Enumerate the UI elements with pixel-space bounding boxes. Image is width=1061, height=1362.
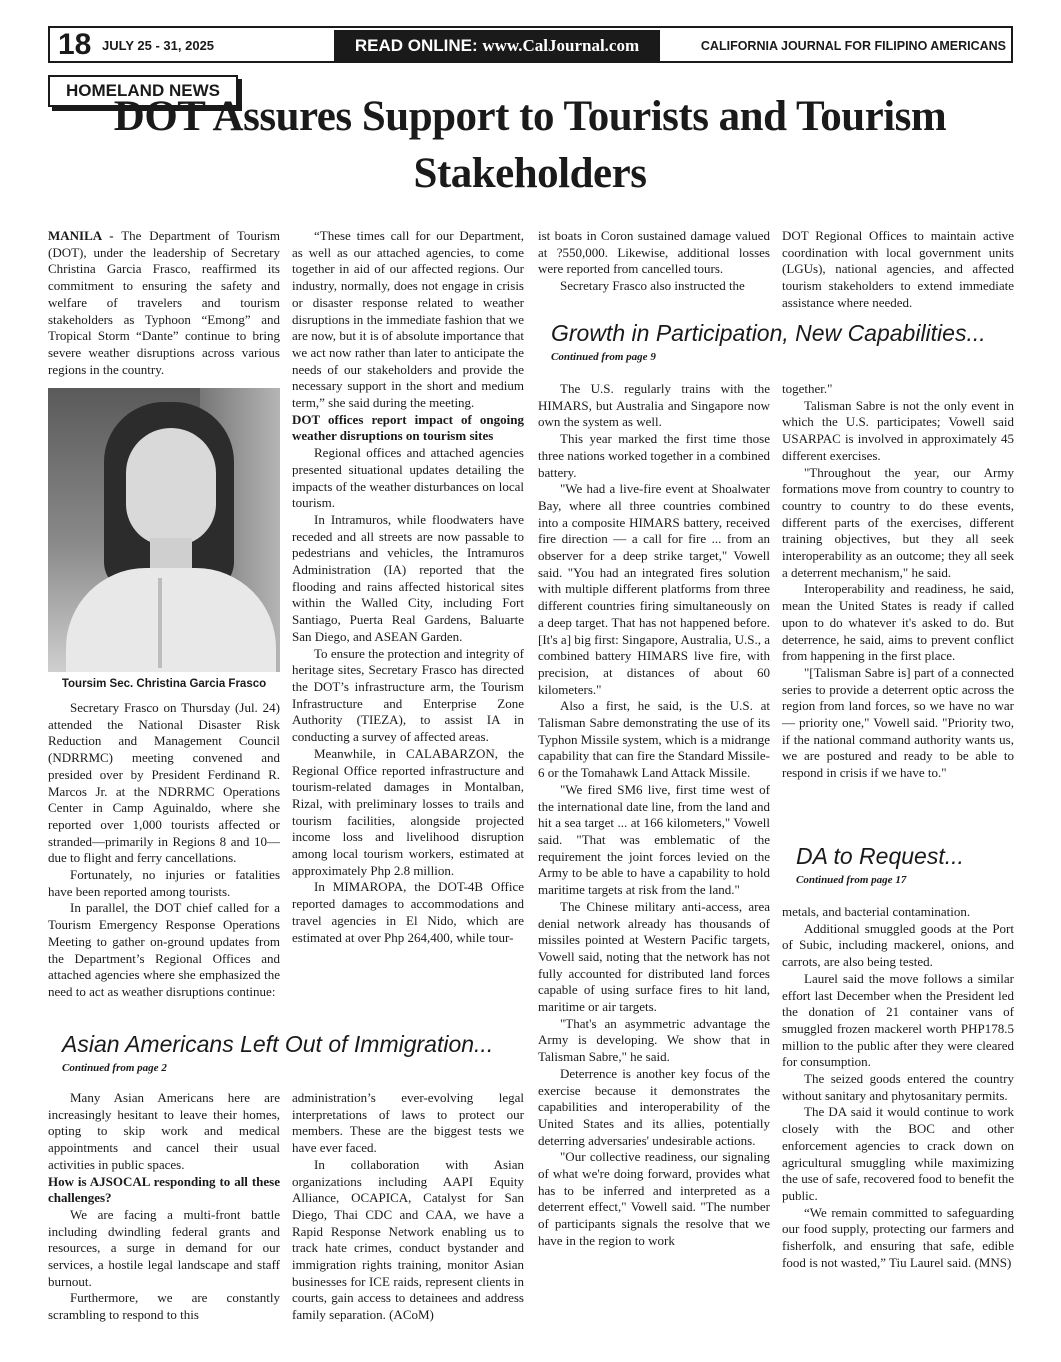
publication-name: CALIFORNIA JOURNAL FOR FILIPINO AMERICANS: [700, 39, 1006, 53]
read-online-label: READ ONLINE:: [354, 36, 483, 55]
paragraph: ist boats in Coron sustained damage valued at ?550,000. Likewise, additional losses were reported from cancelled tours.: [538, 228, 770, 277]
paragraph: Also a first, he said, is the U.S. at Talisman Sabre demonstrating the use of its Typhon Missile system, which is a midrange capability that can fire the Standard Missile-6 or the Tomahawk Land Attack Missile.: [538, 698, 770, 781]
paragraph: To ensure the protection and integrity of heritage sites, Secretary Frasco has directed the DOT’s infrastructure arm, the Tourism Infrastructure and Enterprise Zone Authority (TIEZA), to assist IA in conducting a survey of affected areas.: [292, 645, 524, 745]
read-online-url[interactable]: www.CalJournal.com: [482, 36, 640, 55]
paragraph: In collaboration with Asian organizations including AAPI Equity Alliance, OCAPICA, Catalyst for San Diego, Thai CDC and CAA, we have a Rapid Response Network enabling us to track hate crimes, conduct bystander and immigration rights training, monitor Asian businesses for ICE raids, represent clients in courts, gain access to detainees and address family separation. (ACoM): [292, 1156, 524, 1323]
lead-paragraph: MANILA - The Department of Tourism (DOT), under the leadership of Secretary Christina Garcia Frasco, reaffirmed its commitment to ensuring the safety and welfare of travelers and tourism stakeholders as Typhoon “Emong” and Tropical Storm “Dante” continue to bring severe weather disruptions across various regions in the country.: [48, 228, 280, 377]
secretary-photo: [48, 388, 280, 672]
da-article-title: DA to Request...: [796, 843, 964, 869]
growth-article-title: Growth in Participation, New Capabilities...: [551, 320, 986, 346]
main-article-col1-bottom: [48, 700, 280, 1001]
paragraph: Additional smuggled goods at the Port of Subic, including mackerel, onions, and carrots, are also being tested.: [782, 920, 1014, 970]
da-article-body: [782, 904, 1014, 1271]
asian-article-title: Asian Americans Left Out of Immigration...: [62, 1031, 494, 1057]
dateline: MANILA -: [48, 228, 114, 243]
article-subhead: DOT offices report impact of ongoing weather disruptions on tourism sites: [292, 411, 524, 444]
paragraph: "[Talisman Sabre is] part of a connected series to provide a deterrent optic across the region from land forces, so we have no war — priority one," Vowell said. "Priority two, if the national command authority wants us, we are postured and ready to be able to respond in crisis if we have to.": [782, 664, 1014, 781]
paragraph: "Throughout the year, our Army formations move from country to country to country to country to do these events, different parts of the exercises, different training objectives, but they all seek interoperability as an outcome; they all seek a deterrent mechanism," he said.: [782, 464, 1014, 580]
paragraph: The DA said it would continue to work closely with the BOC and other enforcement agencies to crack down on agricultural smuggling while maximizing the use of safe, recovered food to benefit the public.: [782, 1104, 1014, 1203]
photo-face: [126, 428, 216, 546]
asian-article-col1: [48, 1090, 280, 1324]
asian-article-col2: [292, 1090, 524, 1324]
paragraph: In MIMAROPA, the DOT-4B Office reported damages to accommodations and travel agencies in El Nido, which are estimated at over Php 264,400, while tour-: [292, 879, 524, 945]
photo-blouse: [66, 568, 276, 672]
paragraph: Secretary Frasco on Thursday (Jul. 24) attended the National Disaster Risk Reduction and Management Council (NDRRMC) meeting convened and presided over by President Ferdinand R. Marcos Jr. at the NDRRMC Operations Center in Camp Aguinaldo, where she reported over 1,000 tourists affected or stranded—primarily in Regions 8 and 10—due to flight and ferry cancellations.: [48, 700, 280, 866]
paragraph: Regional offices and attached agencies presented situational updates detailing the impacts of the weather disturbances on local tourism.: [292, 445, 524, 511]
paragraph: Laurel said the move follows a similar effort last December when the President led the donation of 21 container vans of smuggled frozen mackerel worth PHP178.5 million to the public after they were cleared for consumption.: [782, 970, 1014, 1070]
photo-blouse-fold: [158, 578, 162, 668]
interview-question: How is AJSOCAL responding to all these challenges?: [48, 1173, 280, 1206]
asian-article-continued: Continued from page 2: [62, 1062, 167, 1074]
paragraph: DOT Regional Offices to maintain active coordination with local government units (LGUs), national agencies, and affected tourism stakeholders to extend immediate assistance where needed.: [782, 228, 1014, 310]
paragraph: We are facing a multi-front battle including dwindling federal grants and resources, a surge in demand for our services, a hostile legal landscape and staff burnout.: [48, 1206, 280, 1289]
article-headline: DOT Assures Support to Tourists and Tourism Stakeholders: [113, 93, 947, 197]
paragraph: "We had a live-fire event at Shoalwater Bay, where all three countries combined into a composite HIMARS battery, received fire direction — a call for fire ... from an observer for a deep strike target," Vowell said. "You had an integrated fires solution with multiple different platforms from three different countries firing simultaneously on a deep target. That has not happened before. [It's a] big first: Singapore, Australia, U.S., a combined battery HIMARS live fire, with precision, at distances of about 60 kilometers.": [538, 481, 770, 697]
da-article-continued: Continued from page 17: [796, 874, 907, 886]
paragraph: Interoperability and readiness, he said, mean the United States is ready if called upon to do whatever it's asked to do. But deterrence, he said, aims to prevent conflict from happening in the first place.: [782, 581, 1014, 664]
page-number: 18: [58, 28, 92, 61]
main-article-col2: [292, 228, 524, 946]
paragraph: Fortunately, no injuries or fatalities have been reported among tourists.: [48, 867, 280, 899]
growth-article-col3: [538, 381, 770, 1250]
main-article-col4: [782, 228, 1014, 312]
growth-article-continued: Continued from page 9: [551, 351, 656, 363]
paragraph: "Our collective readiness, our signaling of what we're doing forward, provides what has to be inferred and interpreted as a deterrent effect," Vowell said. "The number of participants signals the resolve that we have in the region to work: [538, 1149, 770, 1248]
paragraph: Many Asian Americans here are increasingly hesitant to leave their homes, opting to skip work and medical appointments and cancel their usual activities in public spaces.: [48, 1090, 280, 1172]
growth-article-col4: [782, 381, 1014, 782]
photo-caption: Toursim Sec. Christina Garcia Frasco: [61, 678, 267, 690]
issue-date: JULY 25 - 31, 2025: [102, 38, 215, 53]
paragraph: metals, and bacterial contamination.: [782, 904, 971, 919]
paragraph: The U.S. regularly trains with the HIMARS, but Australia and Singapore now own the system as well.: [538, 381, 770, 430]
paragraph: The seized goods entered the country without sanitary and phytosanitary permits.: [782, 1071, 1014, 1103]
paragraph: The Chinese military anti-access, area denial network already has thousands of missiles pointed at Western Pacific targets, Vowell said, noting that the network has not fully accounted for distributed land forces capable of using surface fires to hit land, maritime or air targets.: [538, 898, 770, 1015]
paragraph: Furthermore, we are constantly scrambling to respond to this: [48, 1290, 280, 1323]
paragraph: Secretary Frasco also instructed the: [560, 278, 745, 294]
paragraph: Talisman Sabre is not the only event in which the U.S. participates; Vowell said USARPAC is involved in approximately 45 different exercises.: [782, 397, 1014, 463]
paragraph: In parallel, the DOT chief called for a Tourism Emergency Response Operations Meeting to gather on-ground updates from the Department’s Regional Offices and attached agencies where she emphasized the need to act as weather disruptions continue:: [48, 900, 280, 999]
paragraph: “We remain committed to safeguarding our food supply, protecting our farmers and fisherfolk, and ensuring that safe, edible food is not wasted,” Tiu Laurel said. (MNS): [782, 1204, 1014, 1270]
paragraph: Meanwhile, in CALABARZON, the Regional Office reported infrastructure and tourism-related damages in Montalban, Rizal, with preliminary losses to trails and tourism facilities, alongside projected income loss and livelihood disruption among local tourism workers, estimated at approximately Php 2.8 million.: [292, 745, 524, 878]
read-online-banner[interactable]: [334, 30, 660, 61]
paragraph: administration’s ever-evolving legal interpretations of laws to protect our members. These are the biggest tests we have ever faced.: [292, 1090, 524, 1156]
paragraph: In Intramuros, while floodwaters have receded and all streets are now passable to pedestrians and vehicles, the Intramuros Administration (IA) reported that the flooding and rains affected historical sites within the Walled City, including Fort Santiago, Puerta Real Gardens, Baluarte San Diego, and ASEAN Garden.: [292, 511, 524, 644]
main-article-col3: [538, 228, 770, 295]
section-tag: HOMELAND NEWS: [48, 75, 238, 107]
paragraph: "We fired SM6 live, first time west of the international date line, from the land and hit a sea target ... at 166 kilometers," Vowell said. "That was emblematic of the requirement the joint forces levied on the Army to be able to have a capability to hold maritime targets at risk from the land.": [538, 781, 770, 898]
main-article-col1-top: [48, 228, 280, 378]
paragraph: together.": [782, 381, 833, 396]
paragraph: “These times call for our Department, as well as our attached agencies, to come together in aid of our affected regions. Our industry, normally, does not engage in crisis or disaster response related to weather disruptions in the immediate fashion that we are now, but it is of absolute importance that we act now rather than later to anticipate the needs of our stakeholders and provide the necessary support in the short and medium term,” she said during the meeting.: [292, 228, 524, 411]
paragraph: "That's an asymmetric advantage the Army is developing. We show that in Talisman Sabre," he said.: [538, 1015, 770, 1065]
paragraph: Deterrence is another key focus of the exercise because it demonstrates the capabilities and interoperability of the United States and its allies, potentially deterring adversaries' undesirable actions.: [538, 1065, 770, 1148]
paragraph: This year marked the first time those three nations worked together in a combined battery.: [538, 431, 770, 480]
